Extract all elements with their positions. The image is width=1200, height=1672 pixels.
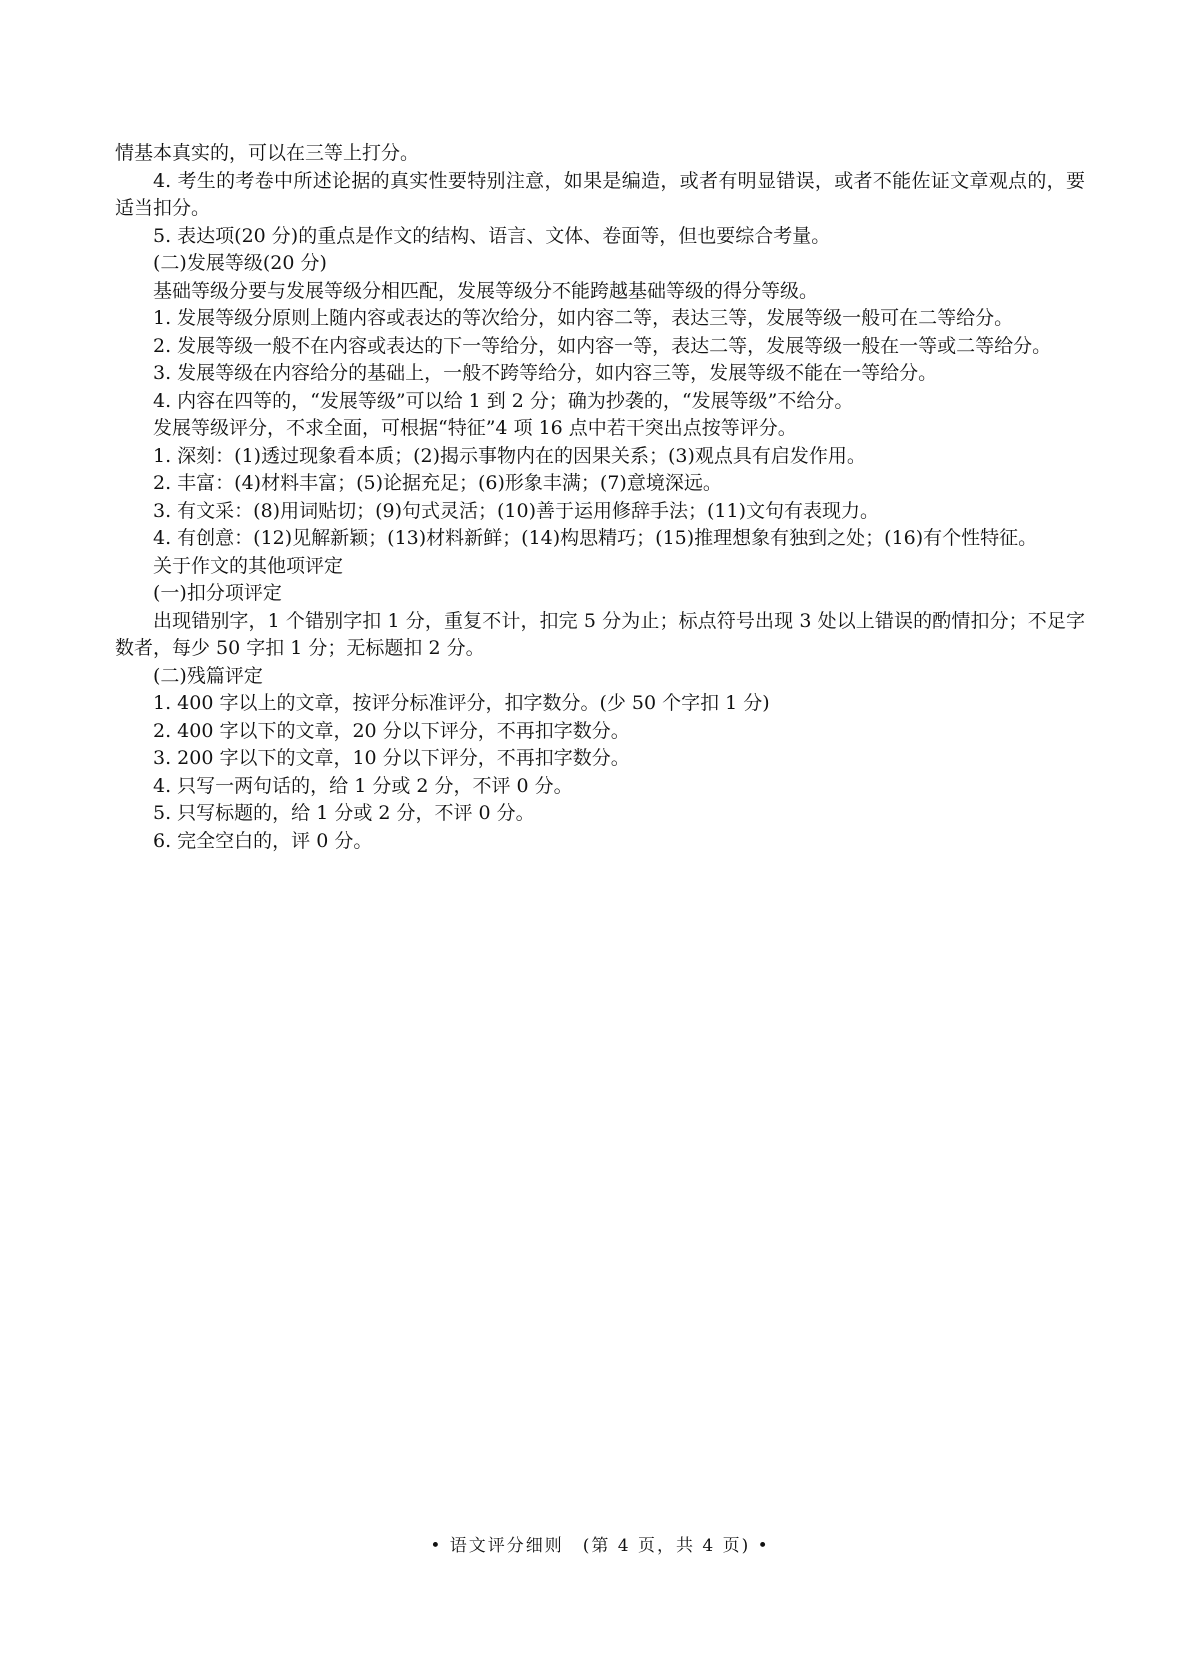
paragraph-feature-depth: 1. 深刻：(1)透过现象看本质；(2)揭示事物内在的因果关系；(3)观点具有启发作用。 [153,444,866,467]
paragraph-dev-rule-3: 3. 发展等级在内容给分的基础上，一般不跨等给分，如内容三等，发展等级不能在一等给分。 [153,362,938,384]
section-heading-other-items: 关于作文的其他项评定 [153,554,344,577]
paragraph-dev-rule-2: 2. 发展等级一般不在内容或表达的下一等给分，如内容一等，表达二等，发展等级一般在一等或二等给分。 [153,334,1052,357]
paragraph-continuation: 情基本真实的，可以在三等上打分。 [115,142,420,164]
paragraph-dev-rule-4: 4. 内容在四等的，“发展等级”可以给 1 到 2 分；确为抄袭的，“发展等级”不给分。 [153,389,854,412]
paragraph-incomplete-5: 5. 只写标题的，给 1 分或 2 分，不评 0 分。 [153,802,535,824]
paragraph-item-5: 5. 表达项(20 分)的重点是作文的结构、语言、文体、卷面等，但也要综合考量。 [153,224,831,247]
paragraph-deduction-rules: 出现错别字，1 个错别字扣 1 分，重复不计，扣完 5 分为止；标点符号出现 3 处以上错误的酌情扣分；不足字数者，每少 50 字扣 1 分；无标题扣 2 分。 [115,609,1085,659]
section-heading-incomplete: (二)残篇评定 [153,664,263,687]
document-body [115,140,1085,855]
paragraph-incomplete-3: 3. 200 字以下的文章，10 分以下评分，不再扣字数分。 [153,747,630,769]
paragraph-matching-rule: 基础等级分要与发展等级分相匹配，发展等级分不能跨越基础等级的得分等级。 [153,279,819,302]
section-heading-deductions: (一)扣分项评定 [153,582,282,604]
paragraph-feature-richness: 2. 丰富：(4)材料丰富；(5)论据充足；(6)形象丰满；(7)意境深远。 [153,472,722,494]
paragraph-feature-literary: 3. 有文采：(8)用词贴切；(9)句式灵活；(10)善于运用修辞手法；(11)文句有表现力。 [153,499,880,522]
paragraph-incomplete-1: 1. 400 字以上的文章，按评分标准评分，扣字数分。(少 50 个字扣 1 分) [153,692,770,714]
paragraph-dev-scoring-note: 发展等级评分，不求全面，可根据“特征”4 项 16 点中若干突出点按等评分。 [153,417,797,439]
paragraph-incomplete-6: 6. 完全空白的，评 0 分。 [153,829,373,852]
paragraph-dev-rule-1: 1. 发展等级分原则上随内容或表达的等次给分，如内容二等，表达三等，发展等级一般可在二等给分。 [153,307,1014,329]
paragraph-incomplete-4: 4. 只写一两句话的，给 1 分或 2 分，不评 0 分。 [153,774,573,797]
paragraph-incomplete-2: 2. 400 字以下的文章，20 分以下评分，不再扣字数分。 [153,719,630,742]
paragraph-item-4: 4. 考生的考卷中所述论据的真实性要特别注意，如果是编造，或者有明显错误，或者不能佐证文章观点的，要适当扣分。 [115,169,1085,219]
page-footer: • 语文评分细则 (第 4 页，共 4 页) • [430,1536,770,1556]
section-heading-development-level: (二)发展等级(20 分) [153,252,327,274]
paragraph-feature-creativity: 4. 有创意：(12)见解新颖；(13)材料新鲜；(14)构思精巧；(15)推理想象有独到之处；(16)有个性特征。 [153,527,1038,549]
